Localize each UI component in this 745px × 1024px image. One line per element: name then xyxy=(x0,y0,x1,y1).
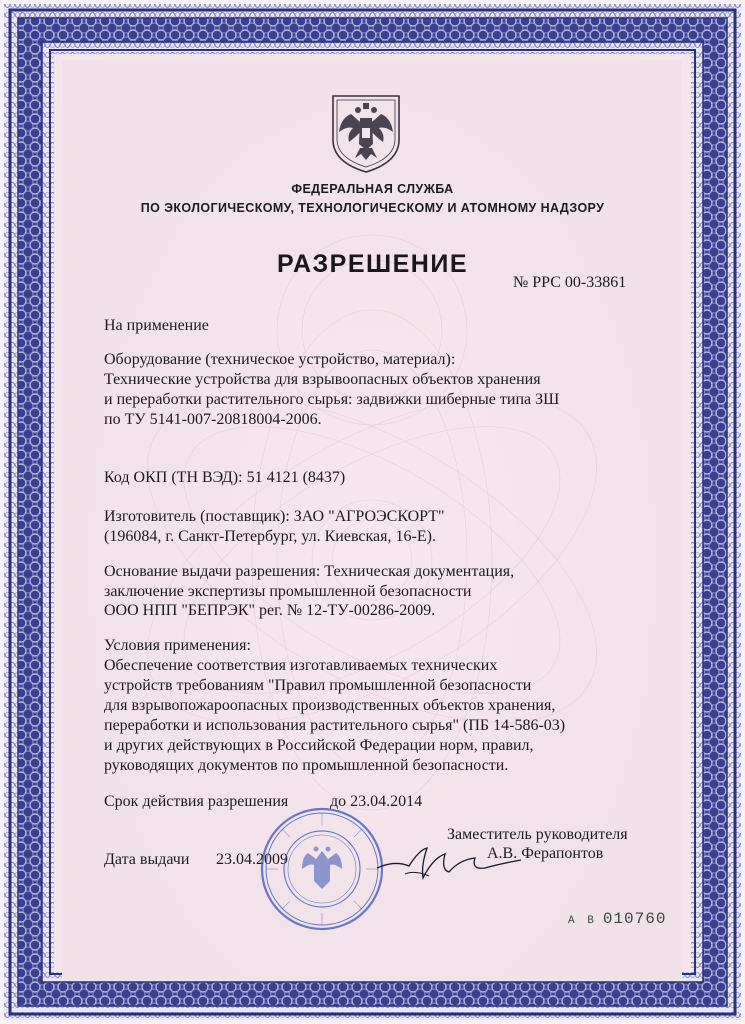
conditions-line: устройств требованиям "Правил промышленной безопасности xyxy=(104,677,532,694)
equipment-line: Оборудование (техническое устройство, материал): xyxy=(104,351,456,368)
conditions-line: и других действующих в Российской Федерации норм, правил, xyxy=(104,737,534,754)
manufacturer-line: Изготовитель (поставщик): ЗАО "АГРОЭСКОРТ" xyxy=(104,508,445,525)
document-number: № РРС 00-33861 xyxy=(513,274,627,291)
serial-prefix: А В xyxy=(568,915,597,927)
manufacturer-line: (196084, г. Санкт-Петербург, ул. Киевская, 16-Е). xyxy=(104,528,436,545)
equipment-line: Технические устройства для взрывоопасных объектов хранения xyxy=(104,371,541,388)
basis-line: заключение экспертизы промышленной безопасности xyxy=(104,583,472,600)
blank-serial-number xyxy=(568,910,666,928)
document-title: РАЗРЕШЕНИЕ xyxy=(276,250,469,278)
equipment-line: по ТУ 5141-007-20818004-2006. xyxy=(104,411,322,428)
basis-line: Основание выдачи разрешения: Техническая документация, xyxy=(104,563,515,580)
basis-line: ООО НПП "БЕПРЭК" рег. № 12-ТУ-00286-2009. xyxy=(104,602,436,619)
validity-date: до 23.04.2014 xyxy=(330,793,423,810)
validity-label: Срок действия разрешения xyxy=(104,793,289,810)
agency-name-line2: ПО ЭКОЛОГИЧЕСКОМУ, ТЕХНОЛОГИЧЕСКОМУ И АТОМНОМУ НАДЗОРУ xyxy=(140,201,605,215)
issue-date: 23.04.2009 xyxy=(216,851,288,868)
equipment-line: и переработки растительного сырья: задвижки шиберные типа ЗШ xyxy=(104,391,560,408)
serial-digits: 010760 xyxy=(602,910,667,928)
conditions-line: руководящих документов по промышленной безопасности. xyxy=(104,757,509,774)
conditions-heading: Условия применения: xyxy=(104,637,251,654)
official-stamp xyxy=(258,805,386,933)
handwritten-signature xyxy=(375,830,525,890)
coat-of-arms-emblem xyxy=(327,92,405,174)
signatory-name: А.В. Ферапонтов xyxy=(487,845,604,862)
agency-name-line1: ФЕДЕРАЛЬНАЯ СЛУЖБА xyxy=(291,182,454,196)
signatory-title: Заместитель руководителя xyxy=(447,826,628,843)
issue-date-label: Дата выдачи xyxy=(104,851,190,868)
conditions-line: Обеспечение соответствия изготавливаемых технических xyxy=(104,657,498,674)
conditions-line: для взрывопожароопасных производственных объектов хранения, xyxy=(104,697,556,714)
purpose-text: На применение xyxy=(104,317,209,334)
okp-code: Код ОКП (ТН ВЭД): 51 4121 (8437) xyxy=(104,469,346,486)
conditions-line: переработки и использования растительного сырья" (ПБ 14-586-03) xyxy=(104,717,566,734)
